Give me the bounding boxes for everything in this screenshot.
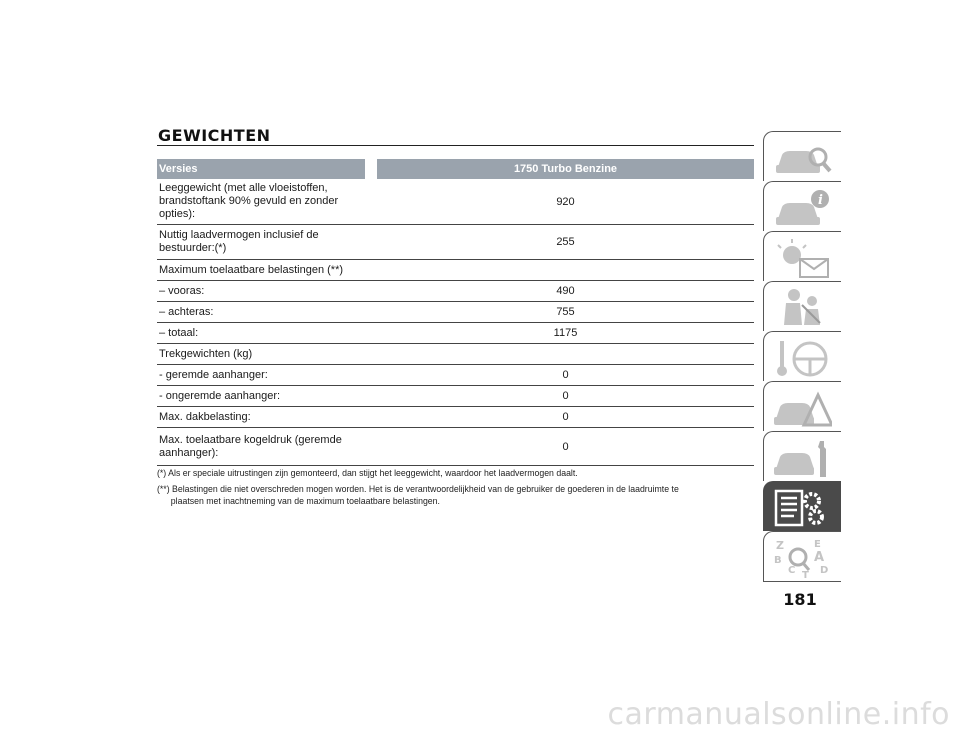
tab-safety[interactable]	[763, 281, 841, 331]
row-label: – achteras:	[159, 305, 214, 318]
row-label: Maximum toelaatbare belastingen (**)	[159, 263, 344, 276]
table-row	[157, 302, 754, 323]
row-label: – totaal:	[159, 326, 199, 339]
alphabet-index-icon	[772, 537, 832, 579]
specs-list-gear-icon	[772, 487, 832, 529]
index-letter: C	[788, 565, 796, 576]
row-label: Max. toelaatbare kogeldruk (geremde aanhanger):	[159, 433, 342, 459]
row-value: 920	[556, 195, 575, 208]
table-row	[157, 428, 754, 466]
car-search-icon	[772, 137, 832, 179]
tab-index[interactable]	[763, 531, 841, 581]
row-value: 0	[562, 390, 569, 402]
row-value: 490	[556, 285, 575, 297]
header-engine: 1750 Turbo Benzine	[377, 159, 754, 179]
table-row	[157, 344, 754, 365]
tab-emergency[interactable]	[763, 381, 841, 431]
header-versions: Versies	[157, 159, 365, 179]
footnote-2: (**) Belastingen die niet overschreden mogen worden. Het is de verantwoordelijkheid van de gebruiker de goederen in de laadruimte te plaatsen met inachtneming van de maximum toelaatbare belastingen.	[157, 484, 679, 507]
weights-table	[157, 159, 754, 466]
car-info-icon	[772, 187, 832, 229]
title-rule	[157, 145, 754, 146]
row-label: Nuttig laadvermogen inclusief de bestuurder:(*)	[159, 229, 319, 254]
table-row	[157, 225, 754, 260]
tab-car-search[interactable]	[763, 131, 841, 181]
table-row	[157, 323, 754, 344]
passenger-airbag-icon	[772, 287, 832, 329]
tab-warning-lights[interactable]	[763, 231, 841, 281]
index-letter: D	[820, 565, 829, 576]
row-value: 0	[562, 369, 569, 381]
key-steering-wheel-icon	[772, 337, 832, 379]
footnote-1: (*) Als er speciale uitrustingen zijn gemonteerd, dan stijgt het leeggewicht, waardoor het laadvermogen daalt.	[157, 468, 578, 479]
row-label: - geremde aanhanger:	[159, 368, 268, 381]
row-label: Max. dakbelasting:	[159, 410, 251, 423]
page-number: 181	[783, 590, 817, 609]
index-letter: Z	[776, 539, 784, 552]
tab-maintenance[interactable]	[763, 431, 841, 481]
row-value: 755	[556, 306, 575, 318]
table-row	[157, 386, 754, 407]
table-row	[157, 365, 754, 386]
table-header	[157, 159, 754, 179]
table-row	[157, 407, 754, 428]
row-value: 0	[562, 440, 569, 453]
row-value: 1175	[553, 327, 578, 339]
index-letter: A	[814, 550, 825, 565]
row-value: 255	[556, 236, 575, 248]
warning-light-message-icon	[772, 237, 832, 279]
watermark: carmanualsonline.info	[607, 697, 950, 732]
footnotes	[157, 468, 709, 512]
table-row	[157, 260, 754, 281]
index-letter: T	[802, 570, 809, 579]
table-row	[157, 179, 754, 225]
index-letter: E	[814, 539, 821, 550]
car-breakdown-warning-icon	[772, 387, 832, 429]
car-service-wrench-icon	[772, 437, 832, 479]
table-row	[157, 281, 754, 302]
row-label: - ongeremde aanhanger:	[159, 389, 281, 402]
page-title: GEWICHTEN	[158, 126, 271, 145]
tab-technical-data[interactable]	[763, 481, 841, 531]
row-label: Leeggewicht (met alle vloeistoffen, brandstoftank 90% gevuld en zonder opties):	[159, 182, 339, 220]
tab-car-info[interactable]	[763, 181, 841, 231]
row-label: Trekgewichten (kg)	[159, 347, 253, 360]
index-letter: B	[774, 555, 782, 566]
row-label: – vooras:	[159, 284, 205, 297]
svg-text:i: i	[818, 193, 823, 208]
chapter-sidebar	[763, 131, 841, 582]
tab-starting-driving[interactable]	[763, 331, 841, 381]
row-value: 0	[562, 411, 569, 423]
